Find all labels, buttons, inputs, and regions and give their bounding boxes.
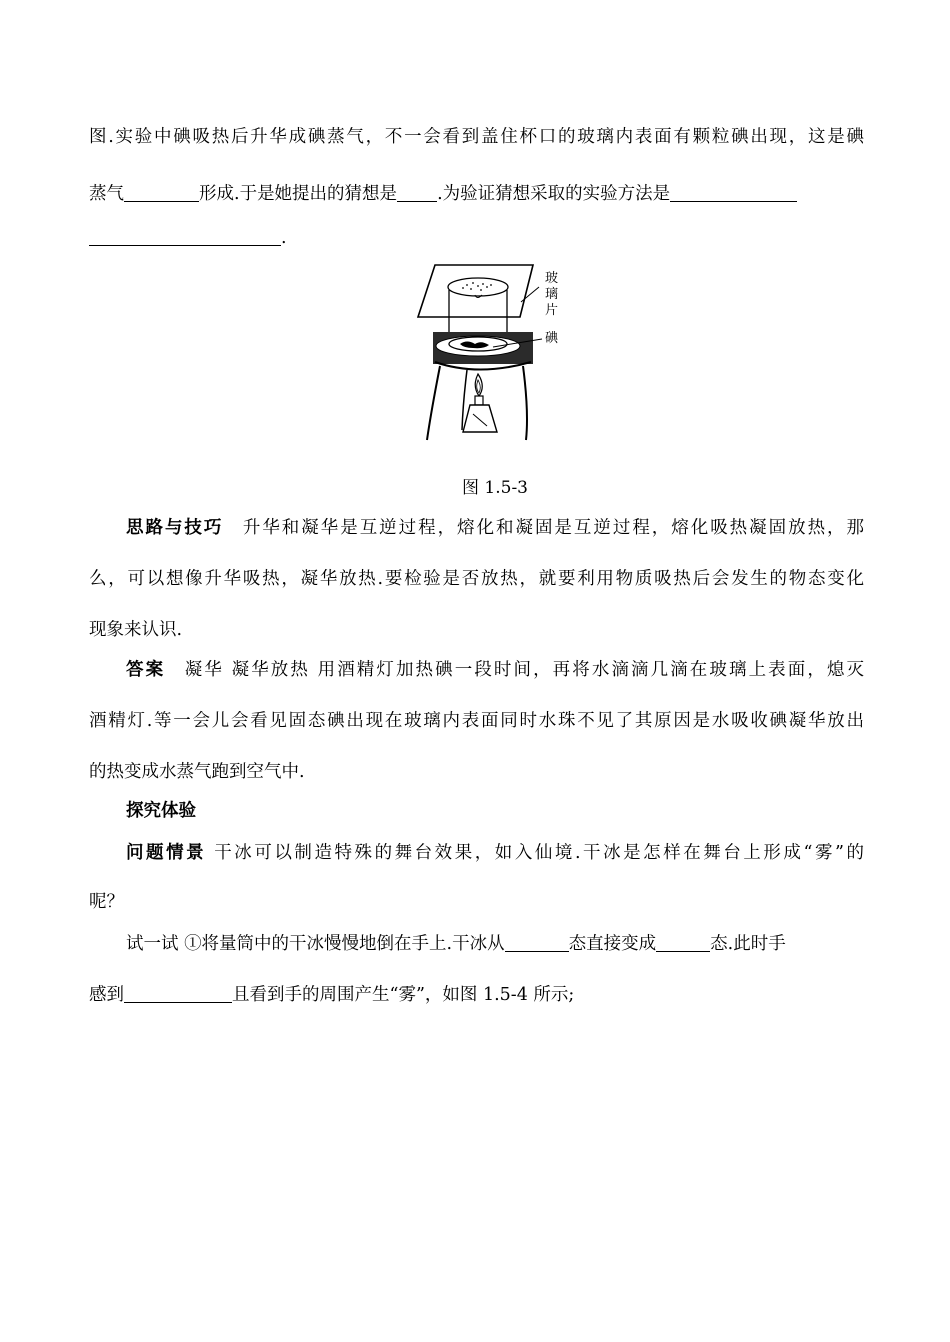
blank-final-state[interactable] [656,933,710,952]
try-line2 [89,983,864,1007]
try-text-e: 且看到手的周围产生“雾”，如图 1.5-4 所示; [232,985,575,1005]
problem-text1: 干冰可以制造特殊的舞台效果，如入仙境.干冰是怎样在舞台上形成“雾”的 [214,843,864,863]
thinking-heading: 思路与技巧 [126,518,224,538]
problem-line2: 呢？ [89,892,124,912]
para1-line3 [89,226,864,250]
para1-line2-text-a: 蒸气 [89,184,124,204]
tripod-leg-left [427,366,440,440]
thinking-line1 [126,516,864,540]
answer-text1: 凝华 凝华放热 用酒精灯加热碘一段时间，再将水滴滴几滴在玻璃上表面，熄灭 [184,660,865,680]
para1-line2-text-b: 形成.于是她提出的猜想是 [199,184,398,204]
para1-line2-text-c: .为验证猜想采取的实验方法是 [437,184,671,204]
blank-method-1[interactable] [670,183,797,202]
lamp-wick-holder [475,396,483,405]
blank-deposition[interactable] [124,183,199,202]
label-iodine: 碘 [545,331,559,346]
thinking-line2: 么，可以想像升华吸热，凝华放热.要检验是否放热，就要利用物质吸热后会发生的物态变化 [89,569,864,589]
answer-heading: 答案 [126,660,166,680]
try-line1 [126,932,864,956]
alcohol-lamp [463,405,497,432]
thinking-text1: 升华和凝华是互逆过程，熔化和凝固是互逆过程，熔化吸热凝固放热，那 [242,518,865,538]
tripod-leg-right [523,366,527,440]
blank-hand-feeling[interactable] [124,984,232,1003]
blank-initial-state[interactable] [505,933,569,952]
label-glass-char-2: 璃 [545,287,559,302]
blank-hypothesis[interactable] [397,183,437,202]
iodine-sublimation-figure [415,262,565,447]
try-text-b: 态直接变成 [568,934,657,954]
try-text-a: 试一试 ①将量筒中的干冰慢慢地倒在手上.干冰从 [126,934,505,954]
para1-line1: 图.实验中碘吸热后升华成碘蒸气，不一会看到盖住杯口的玻璃内表面有颗粒碘出现，这是碘 [89,127,864,147]
try-text-d: 感到 [89,985,124,1005]
figure-caption: 图 1.5-3 [462,478,528,498]
answer-line1 [126,658,864,682]
answer-line2: 酒精灯.等一会儿会看见固态碘出现在玻璃内表面同时水珠不见了其原因是水吸收碘凝华放出 [89,711,864,731]
para1-line3-end: . [281,228,287,248]
try-text-c: 态.此时手 [710,934,786,954]
label-glass-char-3: 片 [545,303,559,318]
flame-inner [477,380,481,393]
problem-heading: 问题情景 [126,843,207,863]
explore-heading: 探究体验 [126,801,196,821]
problem-line1 [126,841,864,865]
label-glass-char-1: 玻 [545,271,559,286]
para1-line2 [89,182,864,206]
answer-line3: 的热变成水蒸气跑到空气中. [89,762,305,782]
thinking-line3: 现象来认识. [89,620,183,640]
beaker-rim [448,278,508,296]
blank-method-2[interactable] [89,227,281,246]
